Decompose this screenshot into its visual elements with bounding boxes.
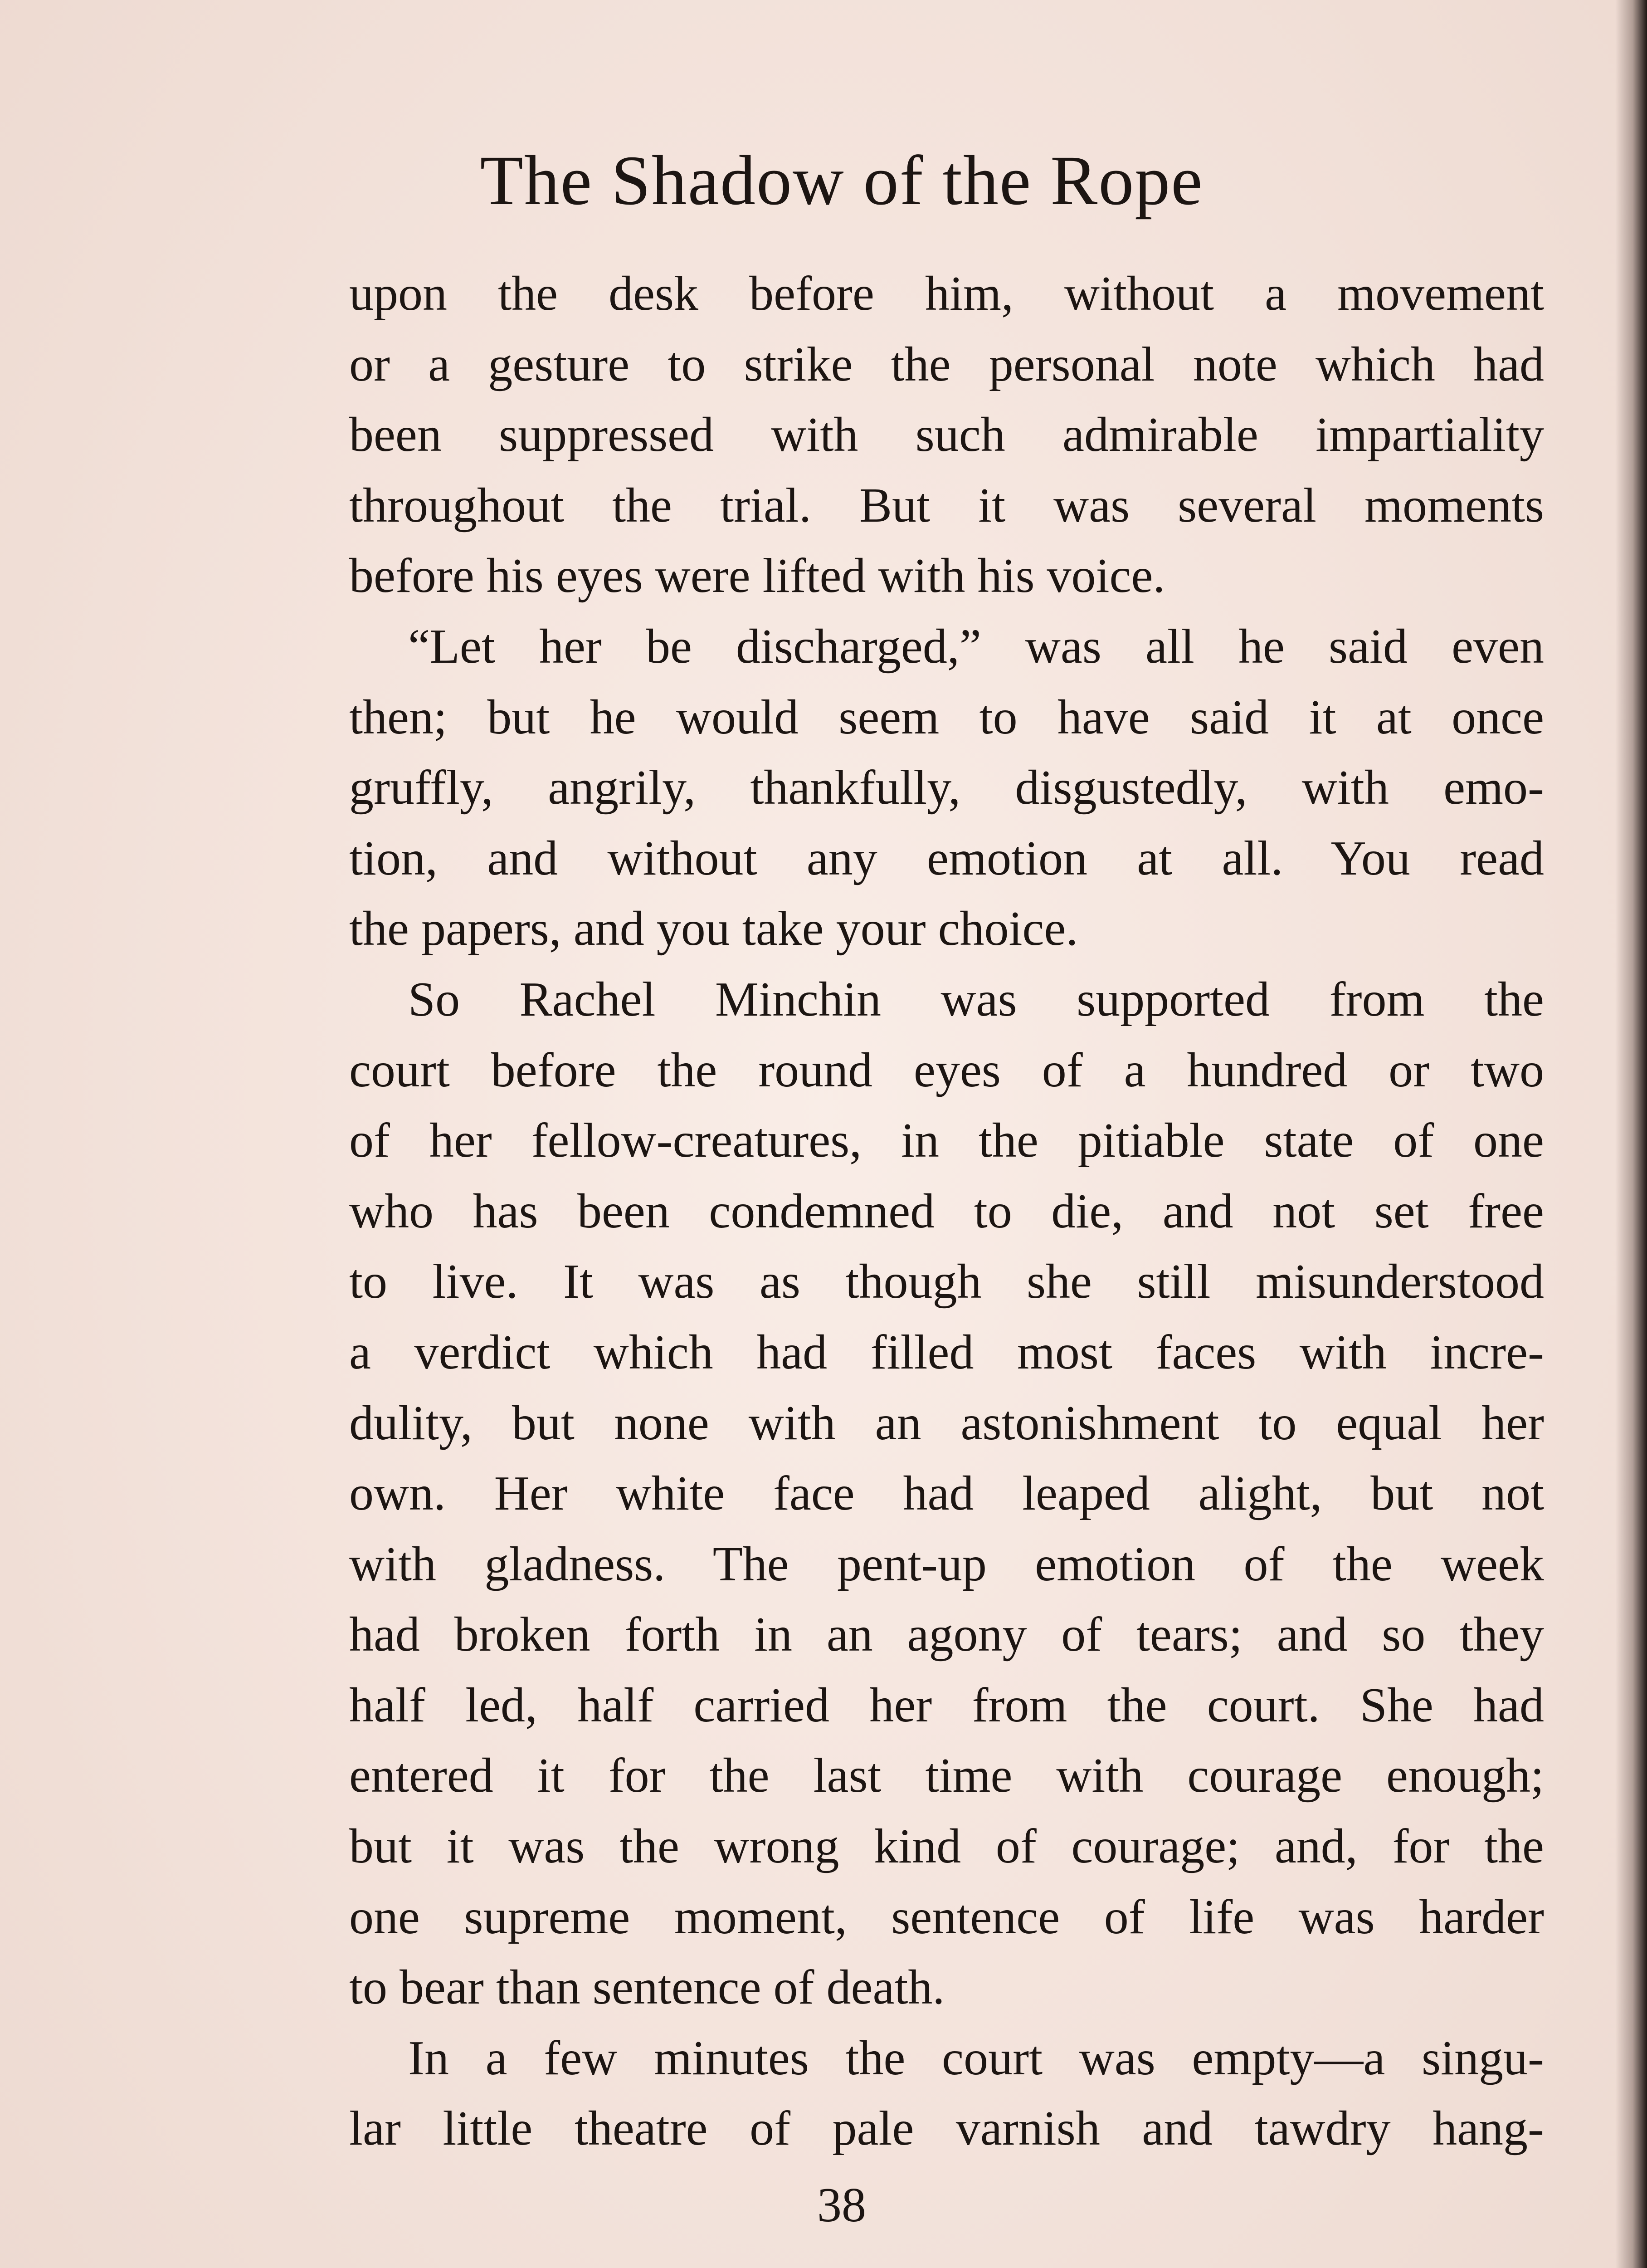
text-line: upon the desk before him, without a movement <box>349 267 1544 321</box>
text-line: one supreme moment, sentence of life was harder <box>349 1890 1544 1944</box>
text-line: the papers, and you take your choice. <box>349 902 1078 956</box>
text-line: In a few minutes the court was empty—a singu- <box>408 2031 1544 2085</box>
text-line: before his eyes were lifted with his voice. <box>349 549 1165 603</box>
text-line: to live. It was as though she still misunderstood <box>349 1255 1544 1309</box>
text-line: had broken forth in an agony of tears; and so they <box>349 1608 1544 1662</box>
text-line: with gladness. The pent-up emotion of the week <box>349 1537 1544 1591</box>
text-line: throughout the trial. But it was several moments <box>349 478 1544 533</box>
text-line: a verdict which had filled most faces with incre- <box>349 1325 1544 1379</box>
page-number: 38 <box>817 2178 866 2232</box>
text-line: or a gesture to strike the personal note which had <box>349 337 1544 391</box>
text-line: but it was the wrong kind of courage; and, for the <box>349 1819 1544 1874</box>
page-edge-shadow <box>1615 0 1647 2268</box>
text-line: court before the round eyes of a hundred or two <box>349 1043 1544 1097</box>
text-line: entered it for the last time with courage enough; <box>349 1749 1544 1803</box>
body-text <box>349 259 1544 2164</box>
text-line: gruffly, angrily, thankfully, disgustedly, with emo- <box>349 761 1544 815</box>
running-head: The Shadow of the Rope <box>480 141 1204 220</box>
text-line: half led, half carried her from the court. She had <box>349 1678 1544 1732</box>
text-line: then; but he would seem to have said it at once <box>349 690 1544 744</box>
text-line: been suppressed with such admirable impartiality <box>349 408 1544 462</box>
text-line: to bear than sentence of death. <box>349 1960 945 2015</box>
text-line: lar little theatre of pale varnish and tawdry hang- <box>349 2102 1544 2156</box>
text-line: tion, and without any emotion at all. You read <box>349 831 1544 885</box>
text-line: So Rachel Minchin was supported from the <box>408 972 1544 1026</box>
text-line: dulity, but none with an astonishment to equal her <box>349 1396 1544 1450</box>
text-line: of her fellow-creatures, in the pitiable state of one <box>349 1114 1544 1168</box>
text-line: own. Her white face had leaped alight, but not <box>349 1466 1544 1521</box>
text-line: who has been condemned to die, and not set free <box>349 1184 1544 1238</box>
text-line: “Let her be discharged,” was all he said even <box>408 619 1544 674</box>
